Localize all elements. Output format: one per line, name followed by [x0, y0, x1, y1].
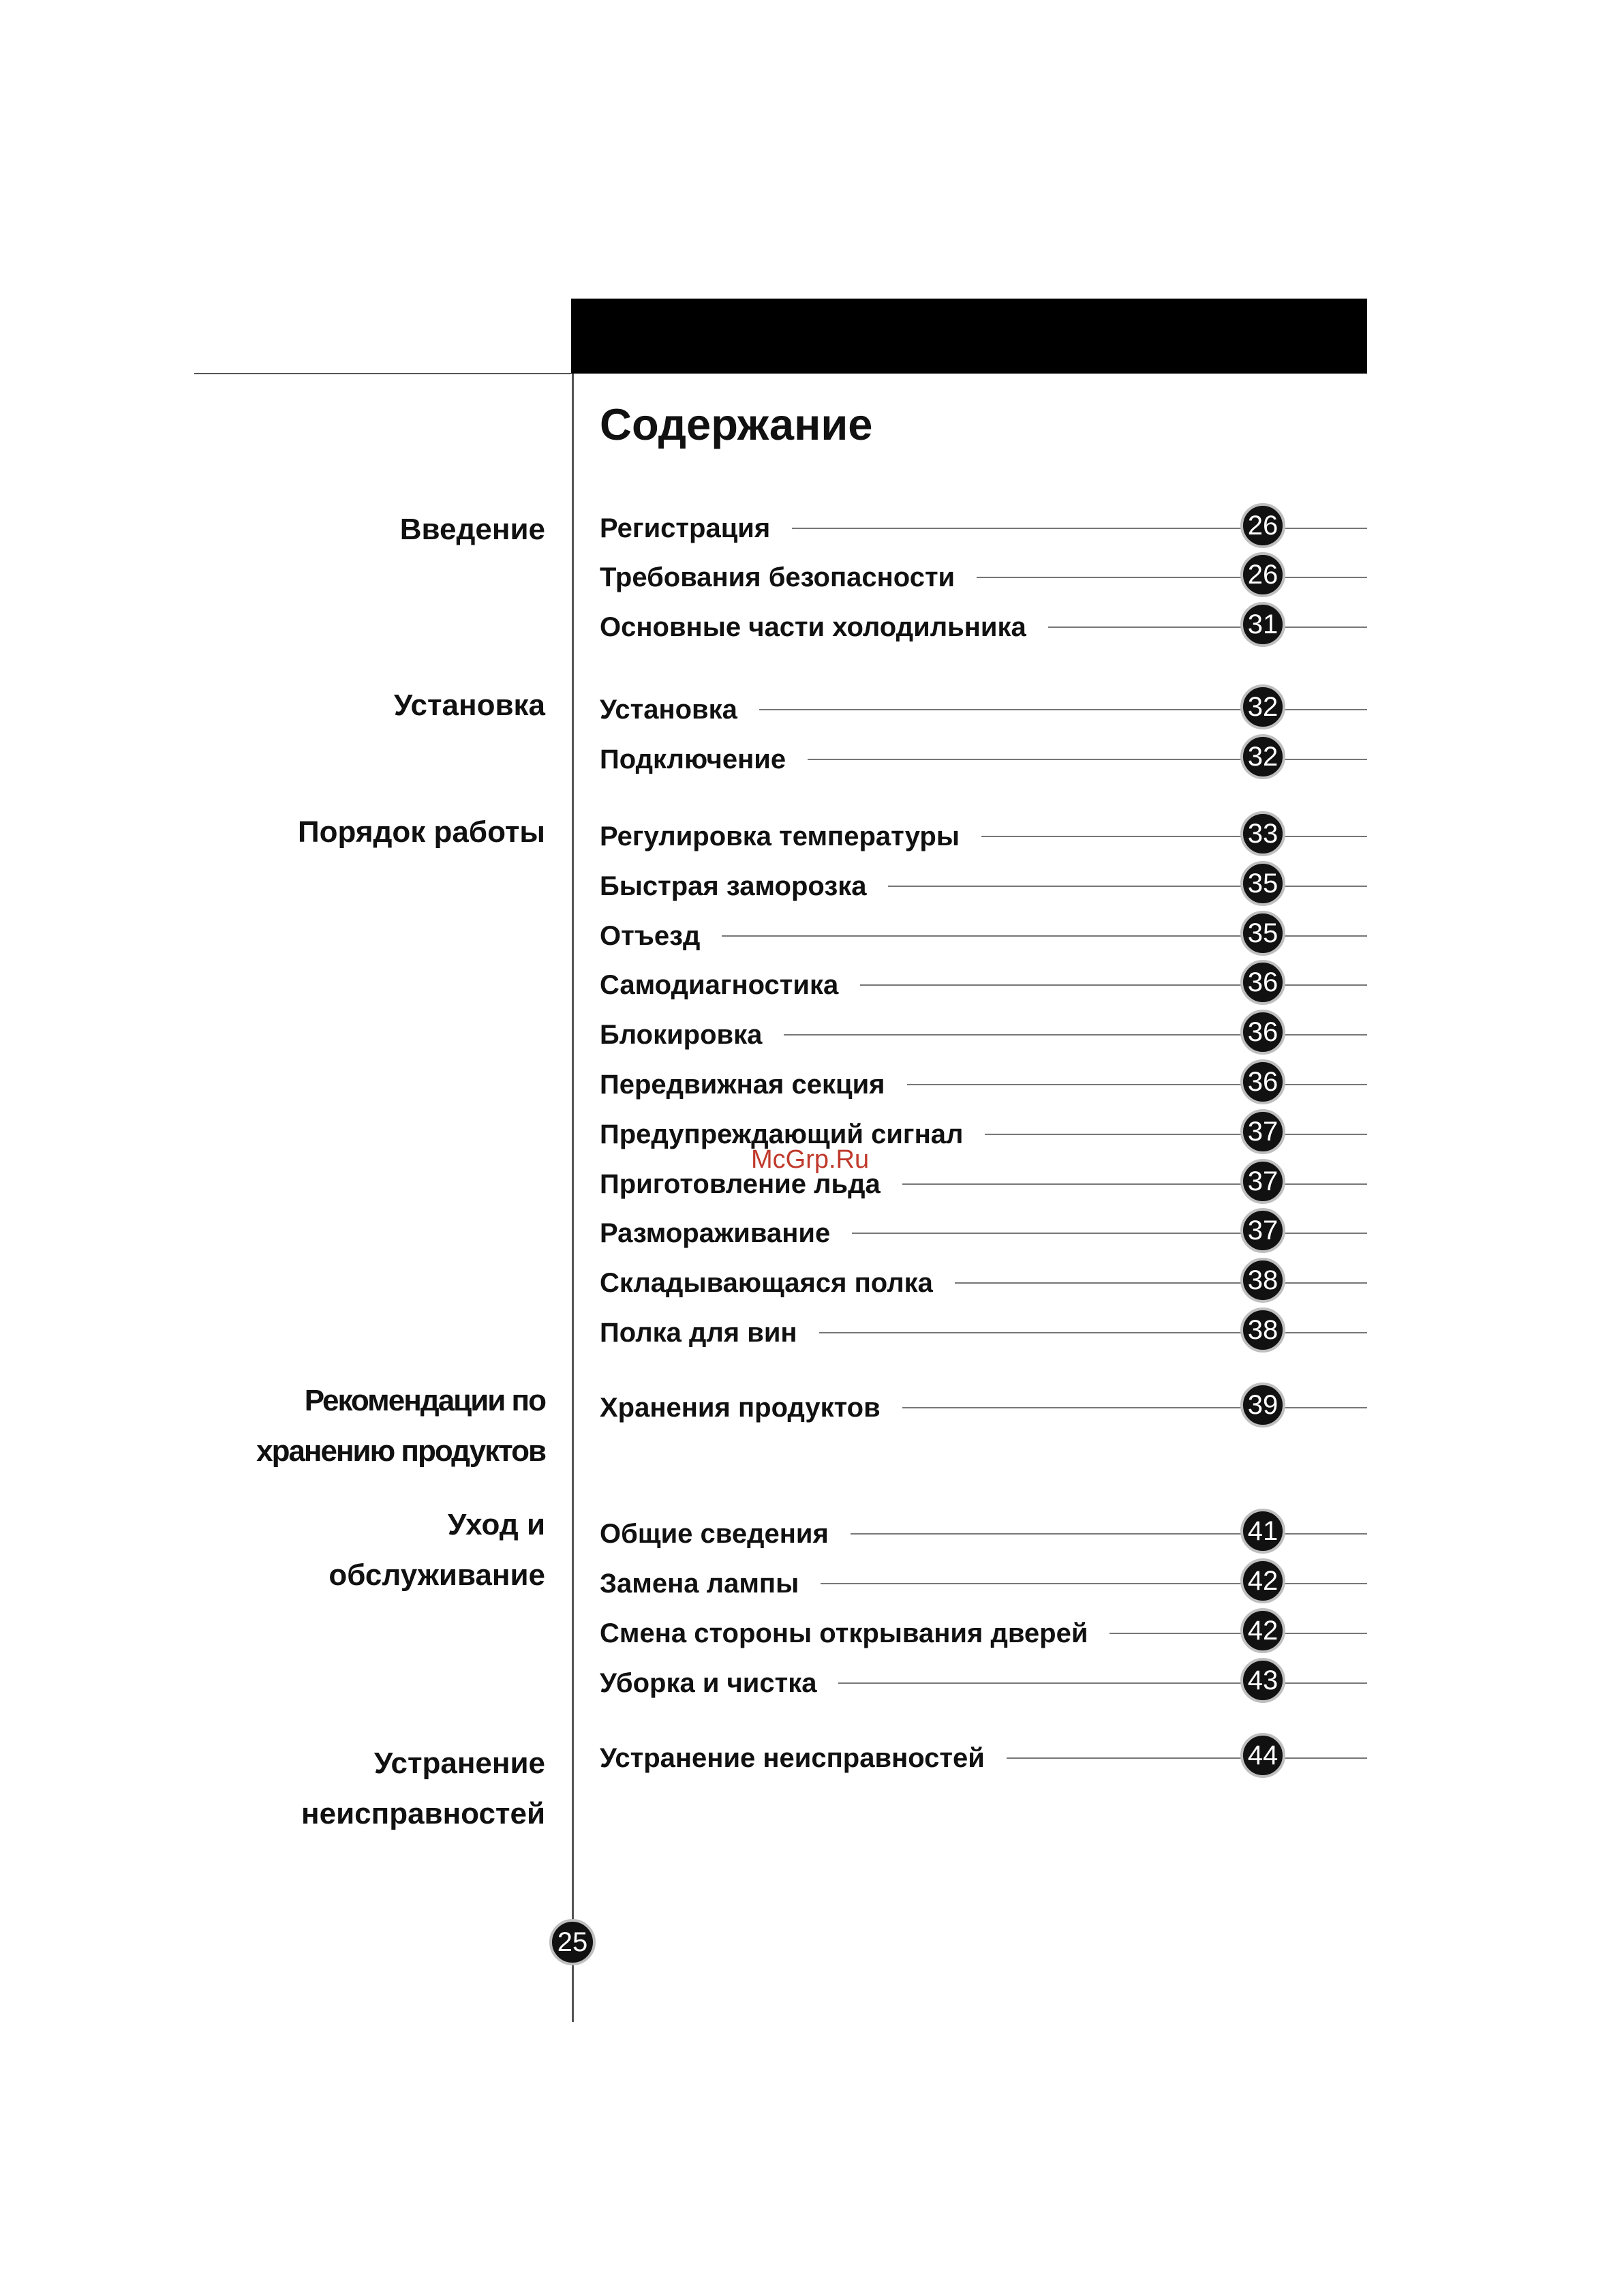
header-divider-line — [194, 373, 571, 374]
toc-entry-label: Самодиагностика — [600, 960, 860, 1010]
toc-entry-label: Замена лампы — [600, 1558, 821, 1609]
toc-entry[interactable] — [600, 1733, 1367, 1783]
page-number-badge: 44 — [1240, 1733, 1285, 1778]
toc-entry-label: Блокировка — [600, 1010, 784, 1060]
section-label: Уход и — [447, 1508, 545, 1541]
page-number-badge: 38 — [1240, 1258, 1285, 1303]
toc-entry[interactable] — [600, 861, 1367, 911]
header-black-bar — [571, 299, 1367, 374]
toc-entry[interactable] — [600, 1509, 1367, 1559]
toc-entry-label: Регистрация — [600, 503, 792, 554]
page-title: Содержание — [600, 399, 873, 449]
page-number-badge: 35 — [1240, 911, 1285, 956]
page-number-badge: 36 — [1240, 960, 1285, 1005]
toc-entry-label: Складывающаяся полка — [600, 1258, 955, 1308]
toc-entry-label: Регулировка температуры — [600, 811, 981, 862]
toc-entry[interactable] — [600, 1608, 1367, 1659]
section-introduction — [400, 504, 545, 555]
page-number-badge: 31 — [1240, 602, 1285, 647]
toc-entry-label: Подключение — [600, 734, 808, 785]
toc-entry-label: Установка — [600, 684, 759, 735]
toc-entry[interactable] — [600, 684, 1367, 735]
page-number-badge: 35 — [1240, 861, 1285, 906]
toc-entry-label: Размораживание — [600, 1208, 852, 1258]
page-number-badge: 37 — [1240, 1159, 1285, 1204]
section-installation — [394, 680, 545, 731]
toc-entry-label: Хранения продуктов — [600, 1383, 902, 1433]
toc-entry[interactable] — [600, 911, 1367, 961]
toc-entry-label: Быстрая заморозка — [600, 861, 888, 911]
toc-entry[interactable] — [600, 1658, 1367, 1708]
toc-entry[interactable] — [600, 1159, 1367, 1209]
page-number-badge: 36 — [1240, 1059, 1285, 1104]
section-label: Рекомендации по — [304, 1384, 545, 1417]
section-label: Устранение — [373, 1747, 545, 1780]
page-number-badge: 41 — [1240, 1509, 1285, 1554]
section-label: Установка — [393, 689, 545, 722]
toc-entry[interactable] — [600, 960, 1367, 1010]
toc-entry-label: Смена стороны открывания дверей — [600, 1608, 1110, 1659]
toc-entry[interactable] — [600, 552, 1367, 603]
toc-entry[interactable] — [600, 1383, 1367, 1433]
toc-entry[interactable] — [600, 734, 1367, 785]
page-number-badge: 42 — [1240, 1608, 1285, 1653]
toc-entry-label: Предупреждающий сигнал — [600, 1109, 985, 1160]
section-label: хранению продуктов — [256, 1434, 545, 1468]
toc-entry[interactable] — [600, 602, 1367, 652]
watermark: McGrp.Ru — [751, 1145, 870, 1174]
toc-entry[interactable] — [600, 503, 1367, 554]
toc-entry[interactable] — [600, 811, 1367, 862]
section-label: обслуживание — [328, 1558, 545, 1592]
section-food-storage — [256, 1376, 545, 1477]
toc-entry[interactable] — [600, 1258, 1367, 1308]
page-number-badge: 38 — [1240, 1308, 1285, 1353]
toc-entry[interactable] — [600, 1059, 1367, 1110]
page-number-badge: 37 — [1240, 1109, 1285, 1154]
toc-entry[interactable] — [600, 1208, 1367, 1258]
toc-entry-label: Отъезд — [600, 911, 722, 961]
page-number-badge: 39 — [1240, 1383, 1285, 1428]
toc-entry-label: Приготовление льда — [600, 1159, 902, 1209]
section-label: Порядок работы — [298, 815, 545, 849]
section-operation — [298, 807, 545, 858]
section-label: неисправностей — [301, 1797, 545, 1830]
toc-entry-label: Общие сведения — [600, 1509, 851, 1559]
toc-entry-label: Основные части холодильника — [600, 602, 1048, 652]
section-label: Введение — [399, 513, 545, 546]
section-care — [328, 1500, 545, 1601]
toc-entry-label: Передвижная секция — [600, 1059, 907, 1110]
toc-entry[interactable] — [600, 1558, 1367, 1609]
toc-entry[interactable] — [600, 1109, 1367, 1160]
toc-entry-label: Требования безопасности — [600, 552, 977, 603]
page-number-badge: 32 — [1240, 734, 1285, 779]
page-number-badge: 37 — [1240, 1208, 1285, 1253]
toc-entry-label: Полка для вин — [600, 1308, 819, 1358]
toc-entry[interactable] — [600, 1308, 1367, 1358]
page-number: 25 — [549, 1919, 596, 1965]
toc-entry[interactable] — [600, 1010, 1367, 1060]
page-number-badge: 43 — [1240, 1658, 1285, 1703]
section-troubleshooting — [301, 1738, 545, 1839]
page-number-badge: 33 — [1240, 811, 1285, 856]
page-number-badge: 42 — [1240, 1558, 1285, 1603]
vertical-divider-line — [572, 374, 574, 2022]
toc-entry-label: Уборка и чистка — [600, 1658, 838, 1708]
page-number-badge: 32 — [1240, 684, 1285, 729]
page-number-badge: 26 — [1240, 552, 1285, 597]
toc-entry-label: Устранение неисправностей — [600, 1733, 1007, 1783]
page-number-badge: 26 — [1240, 503, 1285, 548]
page-number-badge: 36 — [1240, 1010, 1285, 1055]
